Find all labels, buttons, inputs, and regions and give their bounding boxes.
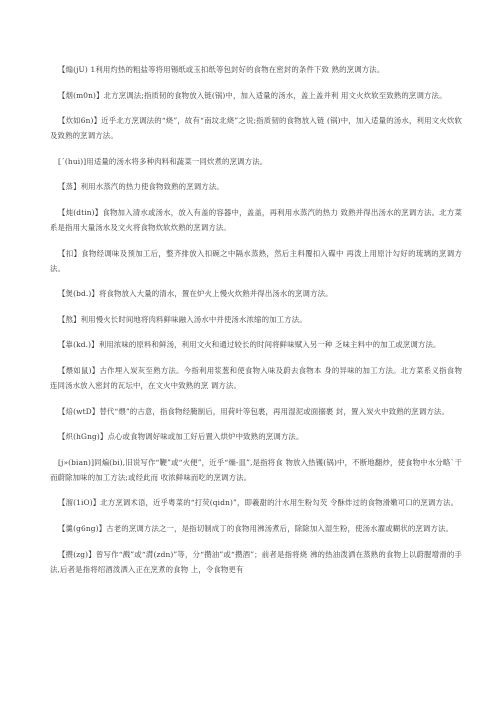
entry-ao — [50, 312, 462, 327]
entry-text: 【炊如6n)】近乎北方烹调法的“烧”，故有“南坟北烧”之说;指质韧的食物放入链 (锅)中，加入适量的汤水，利用文火炊软及致熟的烹调方法。 — [50, 116, 462, 141]
entry-text: 【溜(1iO)】北方烹调术语，近乎粤菜的“打荧(qidn)”，即羲甜的汁水用生粉勾芡 令酥炸过的食物滑嫩可口的烹调方法。 — [58, 498, 459, 508]
entry-text: 【靠(kd.)】利用浓味的原料和鲜汤，利用文火和通过较长的时间将鲜味赋入另一种 乏味主料中的加工或烹调方法。 — [58, 340, 441, 350]
entry-wei — [50, 363, 462, 393]
entry-text: 【烟(m0n)】北方烹调法;指质韧的食物放入链(锅)中，加入适量的汤水，盖上盖并利 用文火炊软至致熟的烹调方法。 — [58, 90, 447, 100]
entry-text: [j»(bian)]同煸(bi),旧说写作“鞭”或“火便”，近乎“燥-皿”,是指将食 物放入热镬(锅)中，不断地翻炒，使食物中水分略`干而蔚除加味的加工方法;或经此而 收浓鲜味而吃的烹调方法。 — [50, 457, 462, 482]
entry-dun — [50, 205, 462, 235]
entry-zheng — [50, 179, 462, 194]
entry-bei — [50, 404, 462, 419]
entry-text: 【熬】利用慢火长时间地将肉料鲜味融入汤水中并使汤水浓缩的加工方法。 — [58, 314, 307, 324]
entry-bian — [50, 455, 462, 485]
entry-mon — [50, 88, 462, 103]
entry-geng — [50, 521, 462, 536]
entry-hong — [50, 429, 462, 444]
entry-text: 【煨如鼠)】古作埋入炭灰至熟方法。今指利用浆葱和使食物入味及蔚去食物本 身的异味的加工方法。北方菜系义指食物连同汤水放入密封的瓦坛中，在文火中致熟的烹 调方法。 — [50, 365, 462, 390]
entry-hui — [50, 154, 462, 169]
entry-text: 【煲(bd.)】将食物放入大量的清水，置在炉火上慢火炊熟并得出汤水的烹调方法。 — [58, 289, 333, 299]
entry-kao — [50, 337, 462, 352]
entry-text: 【焙(wtD】替代“煨”的古意，指食物经腌制后，用荷叶等包裹，再用湿泥或面搦裹 封，置入炭火中致熟的烹调方法。 — [58, 406, 450, 416]
entry-text: 【炖(dtin)】食物加入清水或汤水，放入有盖的容器中，盖盖，再利用水蒸汽的热力 致熟并得出汤水的烹调方法。北方菜系是指用大量汤水及文火将食物炊软炊熟的烹调方法。 — [50, 207, 462, 232]
entry-text: 【炽(hGng)】点心或食物调好味或加工好后置入烘炉中致熟的烹调方法。 — [58, 432, 304, 442]
entry-text: 【煽(jU) 1利用灼热的粗盐等将用锡纸或玉扣纸等包封好的食物在密封的条件下致 熟的烹调方法。 — [58, 65, 385, 74]
entry-kou — [50, 246, 462, 276]
entry-bao — [50, 286, 462, 301]
entry-zan — [50, 547, 462, 577]
entry-text: [´(hui)]用适量的汤水将多种肉料和蔬菜一同炊煮的烹调方法。 — [58, 156, 268, 166]
entry-text: 【羹(g6ng)】古老的烹调方法之一，是指切制成丁的食物用沸汤煮后，除除加入湿生粉，使汤水濯或糊状的烹调方法。 — [58, 523, 454, 533]
entry-liu — [50, 495, 462, 510]
entry-chui — [50, 113, 462, 143]
entry-text: 【蒸】利用水蒸汽的热力使食物致熟的烹调方法。 — [58, 182, 224, 192]
entry-text: 【扣】食物经调味及预加工后，整齐排放入扣碗之中隔水蒸熟，然后主料覆扣入碟中 再泼上用原汁勾好的琉璃的烹调方法。 — [50, 248, 462, 273]
entry-ju — [50, 62, 462, 77]
entry-text: 【攒(zg)】曾写作“溅”或“潸(zdn)”等，分“攒油”或“攒酒”；前者是指将烧 沸的热油泼洒在蒸熟的食物上以蔚腥增滑的手法,后者是指将绍酒泼洒入正在烹煮的食物 上，令食物更有 — [50, 549, 462, 574]
